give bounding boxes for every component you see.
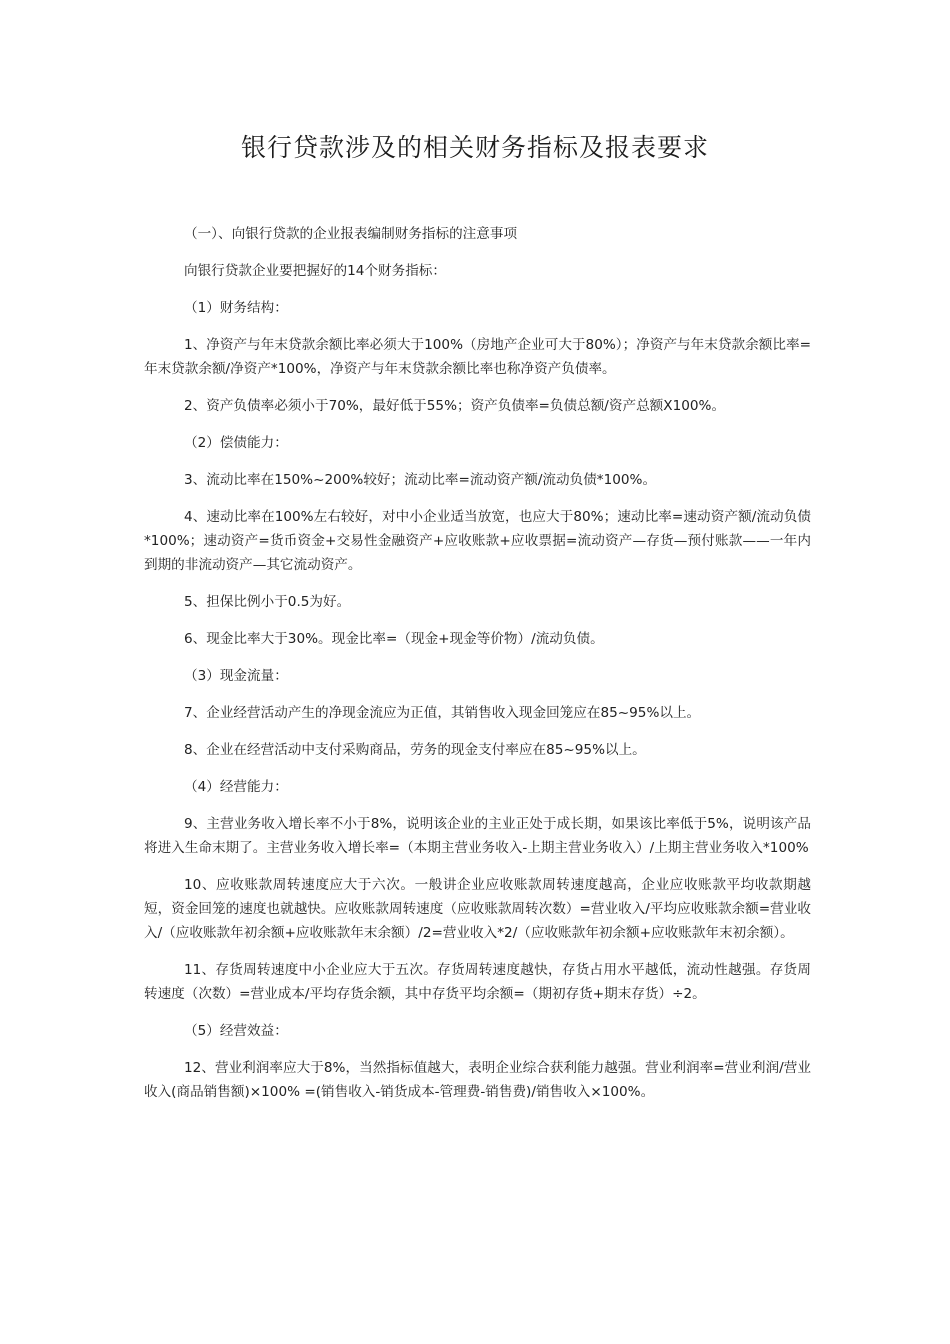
subsection-heading: （5）经营效益： — [184, 1023, 288, 1039]
section-heading: （一）、向银行贷款的企业报表编制财务指标的注意事项 — [184, 226, 518, 242]
paragraph: 1、净资产与年末贷款余额比率必须大于100%（房地产企业可大于80%）；净资产与年末贷款余额比率=年末贷款余额/净资产*100%，净资产与年末贷款余额比率也称净资产负债率。 — [144, 337, 811, 377]
document-body — [144, 222, 811, 1117]
paragraph: 7、企业经营活动产生的净现金流应为正值，其销售收入现金回笼应在85~95%以上。 — [184, 705, 701, 721]
paragraph: 5、担保比例小于0.5为好。 — [184, 594, 351, 610]
paragraph: 12、营业利润率应大于8%，当然指标值越大，表明企业综合获利能力越强。营业利润率=营业利润/营业收入(商品销售额)×100% =(销售收入-销货成本-管理费-销售费)/销售收入×100%。 — [144, 1060, 811, 1100]
subsection-heading: （1）财务结构： — [184, 300, 288, 316]
document-title: 银行贷款涉及的相关财务指标及报表要求 — [240, 133, 709, 162]
paragraph: 向银行贷款企业要把握好的14个财务指标： — [184, 263, 446, 279]
subsection-heading: （4）经营能力： — [184, 779, 288, 795]
paragraph: 3、流动比率在150%~200%较好；流动比率=流动资产额/流动负债*100%。 — [184, 472, 657, 488]
paragraph: 8、企业在经营活动中支付采购商品，劳务的现金支付率应在85~95%以上。 — [184, 742, 646, 758]
paragraph: 10、应收账款周转速度应大于六次。一般讲企业应收账款周转速度越高，企业应收账款平均收款期越短，资金回笼的速度也就越快。应收账款周转速度（应收账款周转次数）=营业收入/平均应收账款余额=营业收入/（应收账款年初余额+应收账款年末余额）/2=营业收入*2/（应收账款年初余额+应收账款年末初余额）。 — [144, 877, 811, 941]
paragraph: 4、速动比率在100%左右较好，对中小企业适当放宽，也应大于80%；速动比率=速动资产额/流动负债*100%；速动资产=货币资金+交易性金融资产+应收账款+应收票据=流动资产—存货—预付账款——一年内到期的非流动资产—其它流动资产。 — [144, 509, 811, 573]
paragraph: 9、主营业务收入增长率不小于8%，说明该企业的主业正处于成长期，如果该比率低于5%，说明该产品将进入生命末期了。主营业务收入增长率=（本期主营业务收入-上期主营业务收入）/上期主营业务收入*100% — [144, 816, 811, 856]
subsection-heading: （2）偿债能力： — [184, 435, 288, 451]
paragraph: 6、现金比率大于30%。现金比率=（现金+现金等价物）/流动负债。 — [184, 631, 604, 647]
subsection-heading: （3）现金流量： — [184, 668, 288, 684]
paragraph: 11、存货周转速度中小企业应大于五次。存货周转速度越快，存货占用水平越低，流动性越强。存货周转速度（次数）=营业成本/平均存货余额，其中存货平均余额=（期初存货+期末存货）÷2。 — [144, 962, 811, 1002]
paragraph: 2、资产负债率必须小于70%，最好低于55%；资产负债率=负债总额/资产总额X100%。 — [184, 398, 726, 414]
